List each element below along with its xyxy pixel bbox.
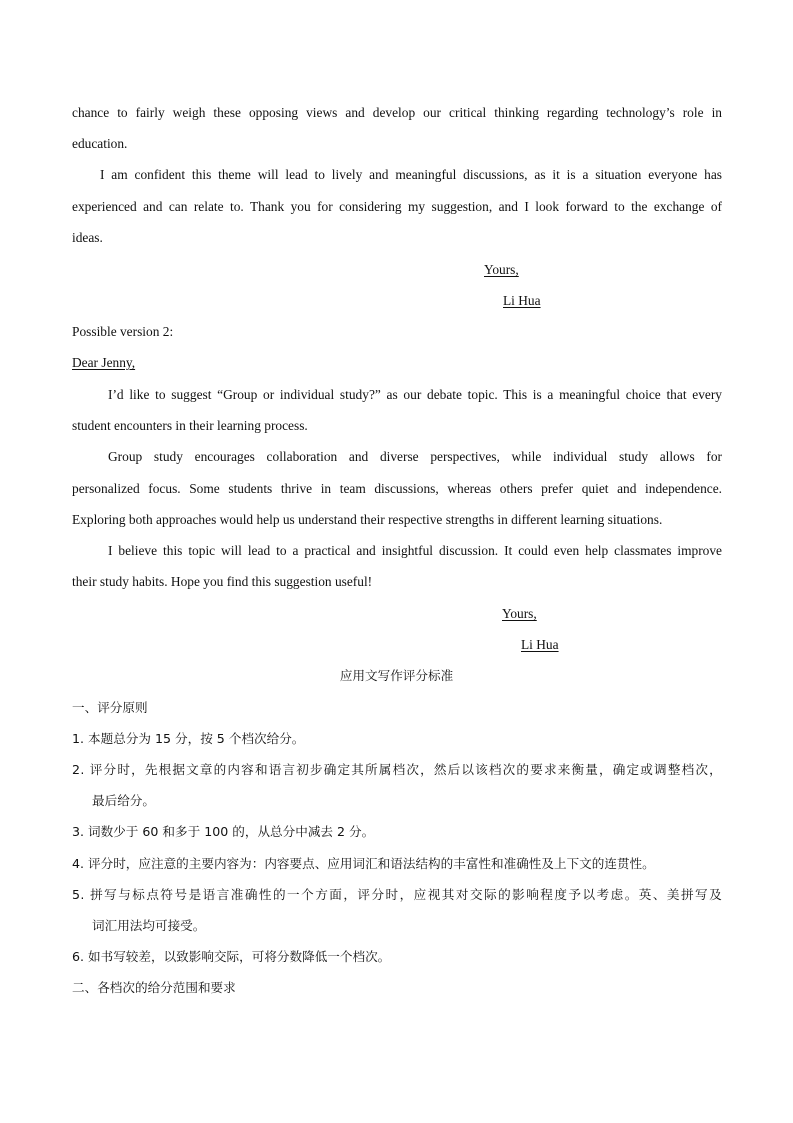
letter1-signoff: Yours, (484, 262, 519, 277)
letter1-text-line: chance to fairly weigh these opposing views and develop our critical thinking regarding technology’s role in (72, 105, 722, 120)
rubric-item: 3. 词数少于 60 和多于 100 的，从总分中减去 2 分。 (72, 824, 375, 839)
rubric-title: 应用文写作评分标准 (339, 668, 454, 683)
version-heading: Possible version 2: (72, 324, 174, 339)
letter1-closing-line: ideas. (72, 230, 103, 245)
letter1-closing-line: experienced and can relate to. Thank you for considering my suggestion, and I look forward to the exchange of (72, 199, 722, 214)
letter2-paragraph-line: student encounters in their learning process. (72, 418, 308, 433)
rubric-item: 2. 评分时，先根据文章的内容和语言初步确定其所属档次，然后以该档次的要求来衡量，确定或调整档次， (72, 762, 722, 777)
rubric-item: 4. 评分时，应注意的主要内容为：内容要点、应用词汇和语法结构的丰富性和准确性及上下文的连贯性。 (72, 856, 655, 871)
letter2-paragraph-line: personalized focus. Some students thrive in team discussions, whereas others prefer quiet and independence. (72, 481, 722, 496)
rubric-item: 1. 本题总分为 15 分，按 5 个档次给分。 (72, 731, 305, 746)
letter2-paragraph-line: Group study encourages collaboration and diverse perspectives, while individual study allows for (108, 449, 722, 464)
letter2-paragraph-line: I believe this topic will lead to a practical and insightful discussion. It could even help classmates improve (108, 543, 722, 558)
letter1-text-line: education. (72, 136, 128, 151)
letter2-paragraph-line: Exploring both approaches would help us understand their respective strengths in different learning situations. (72, 512, 663, 527)
letter2-paragraph-line: their study habits. Hope you find this suggestion useful! (72, 574, 373, 589)
rubric-item: 5. 拼写与标点符号是语言准确性的一个方面，评分时，应视其对交际的影响程度予以考虑。英、美拼写及 (72, 887, 722, 902)
letter2-signature: Li Hua (521, 637, 559, 652)
letter2-paragraph-line: I’d like to suggest “Group or individual study?” as our debate topic. This is a meaningful choice that every (108, 387, 722, 402)
rubric-item-continuation: 最后给分。 (92, 793, 155, 808)
rubric-item-continuation: 词汇用法均可接受。 (92, 918, 206, 933)
letter2-salutation: Dear Jenny, (72, 355, 136, 370)
letter1-signature: Li Hua (503, 293, 541, 308)
rubric-section-heading: 二、各档次的给分范围和要求 (72, 980, 236, 995)
letter2-signoff: Yours, (502, 606, 537, 621)
rubric-section-heading: 一、评分原则 (72, 700, 148, 715)
rubric-item: 6. 如书写较差，以致影响交际，可将分数降低一个档次。 (72, 949, 391, 964)
letter1-closing-line: I am confident this theme will lead to lively and meaningful discussions, as it is a situation everyone has (100, 167, 722, 182)
